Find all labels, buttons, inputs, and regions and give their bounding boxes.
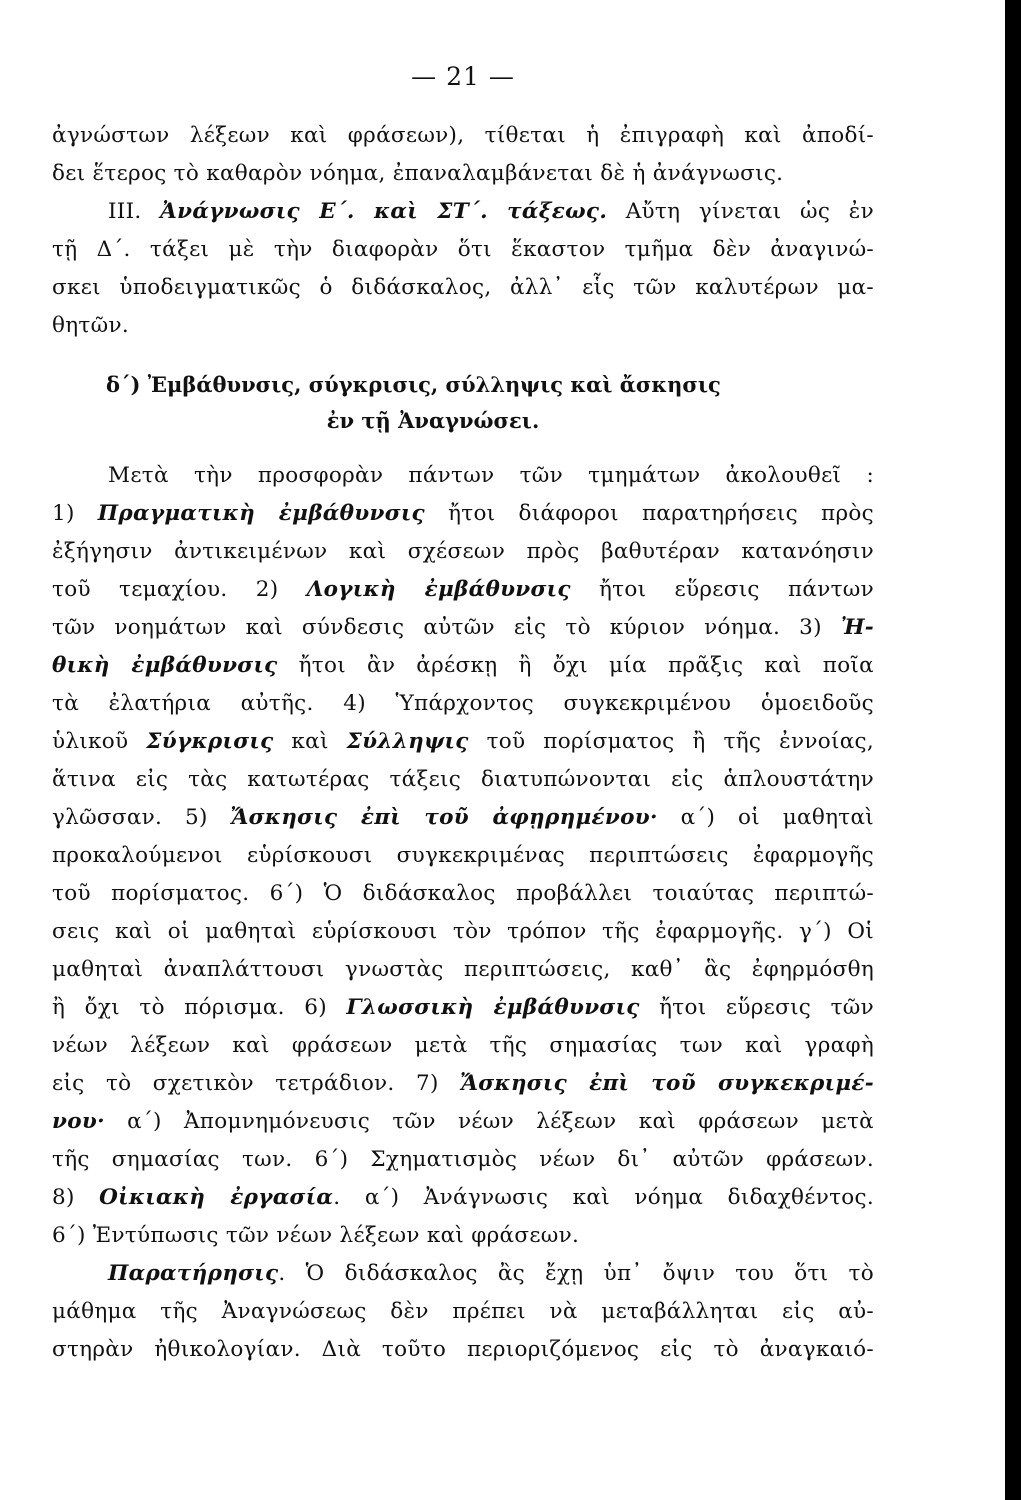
- emphasis-term: Γλωσσικὴ ἐμβάθυνσις: [346, 995, 640, 1020]
- text-line: προκαλούμενοι εὑρίσκουσι συγκεκριμένας περιπτώσεις ἐφαρμογῆς: [52, 843, 874, 868]
- text-line: σεις καὶ οἱ μαθηταὶ εὑρίσκουσι τὸν τρόπον τῆς ἐφαρμογῆς. γ΄) Οἱ: [52, 919, 874, 944]
- text-run: α΄) Ἀπομνημόνευσις τῶν νέων λέξεων καὶ φράσεων μετὰ: [104, 1109, 874, 1134]
- emphasis-term: Πραγματικὴ ἐμβάθυνσις: [97, 501, 425, 526]
- text-run: ἢ ὄχι τὸ πόρισμα. 6): [52, 995, 347, 1020]
- text-line: [52, 723, 874, 761]
- text-run: ἤτοι διάφοροι παρατηρήσεις πρὸς: [424, 501, 874, 526]
- text-run: 1): [52, 501, 98, 526]
- text-line: [52, 989, 874, 1027]
- emphasis-term: Ἠ-: [840, 615, 874, 640]
- text-line: στηρὰν ἠθικολογίαν. Διὰ τοῦτο περιοριζόμενος εἰς τὸ ἀναγκαιό-: [52, 1337, 874, 1362]
- text-line: θητῶν.: [52, 313, 129, 338]
- text-run: ἤτοι εὕρεσις τῶν: [639, 995, 874, 1020]
- text-run: ὑλικοῦ: [52, 729, 147, 754]
- text-line: τοῦ πορίσματος. 6΄) Ὁ διδάσκαλος προβάλλει τοιαύτας περιπτώ-: [52, 881, 874, 906]
- paragraph-remark: [52, 1255, 874, 1369]
- text-line: μαθηταὶ ἀναπλάττουσι γνωστὰς περιπτώσεις, καθ᾿ ἃς ἐφηρμόσθη: [52, 957, 874, 982]
- text-line: 6΄) Ἐντύπωσις τῶν νέων λέξεων καὶ φράσεων.: [52, 1223, 580, 1248]
- text-line: [52, 1103, 874, 1141]
- emphasis-term: Σύλληψις: [346, 729, 469, 754]
- paragraph-main: [52, 457, 874, 1255]
- text-line: [52, 799, 874, 837]
- text-line: σκει ὑποδειγματικῶς ὁ διδάσκαλος, ἀλλ᾿ εἷς τῶν καλυτέρων μα-: [52, 275, 874, 300]
- text-run: εἰς τὸ σχετικὸν τετράδιον. 7): [52, 1071, 461, 1096]
- text-run: . α΄) Ἀνάγνωσις καὶ νόημα διδαχθέντος.: [333, 1185, 875, 1210]
- text-line: Μετὰ τὴν προσφορὰν πάντων τῶν τμημάτων ἀκολουθεῖ :: [108, 463, 874, 488]
- text-line: ἀγνώστων λέξεων καὶ φράσεων), τίθεται ἡ ἐπιγραφὴ καὶ ἀποδί-: [52, 123, 874, 148]
- paragraph-section-iii: [52, 193, 874, 345]
- page-number: — 21 —: [411, 62, 515, 91]
- section-heading-continued: ἐν τῇ Ἀναγνώσει.: [326, 408, 540, 433]
- text-line: μάθημα τῆς Ἀναγνώσεως δὲν πρέπει νὰ μεταβάλληται εἰς αὐ-: [52, 1299, 874, 1324]
- emphasis-term: Ἄσκησις ἐπὶ τοῦ ἀφῃρημένου·: [230, 805, 658, 830]
- text-line: ἅτινα εἰς τὰς κατωτέρας τάξεις διατυπώνονται εἰς ἁπλουστάτην: [52, 767, 874, 792]
- section-heading: δ΄) Ἐμβάθυνσις, σύγκρισις, σύλληψις καὶ ἄσκησις: [106, 372, 721, 397]
- text-line: [52, 647, 874, 685]
- text-line: ἐξήγησιν ἀντικειμένων καὶ σχέσεων πρὸς βαθυτέραν κατανόησιν: [52, 539, 874, 564]
- emphasis-term: θικὴ ἐμβάθυνσις: [52, 653, 278, 678]
- emphasis-term: Ἄσκησις ἐπὶ τοῦ συγκεκριμέ-: [460, 1071, 874, 1096]
- text-line: [52, 1255, 874, 1293]
- text-run: καὶ: [273, 729, 347, 754]
- text-run: α΄) οἱ μαθηταὶ: [657, 805, 874, 830]
- text-line: [52, 1179, 874, 1217]
- paragraph-continuation: [52, 117, 874, 193]
- text-run: Αὔτη γίνεται ὡς ἐν: [607, 199, 874, 224]
- text-line: [52, 193, 874, 231]
- text-line: [52, 495, 874, 533]
- text-line: τὰ ἐλατήρια αὐτῆς. 4) Ὑπάρχοντος συγκεκριμένου ὁμοειδοῦς: [52, 691, 874, 716]
- emphasis-term: Λογικὴ ἐμβάθυνσις: [306, 577, 571, 602]
- text-line: τῇ Δ΄. τάξει μὲ τὴν διαφορὰν ὅτι ἕκαστον τμῆμα δὲν ἀναγινώ-: [52, 237, 874, 262]
- text-run: ἤτοι ἂν ἀρέσκῃ ἢ ὄχι μία πρᾶξις καὶ ποῖα: [277, 653, 874, 678]
- text-run: τοῦ τεμαχίου. 2): [52, 577, 307, 602]
- text-line: [52, 1065, 874, 1103]
- text-run: . Ὁ διδάσκαλος ἂς ἔχῃ ὑπ᾿ ὄψιν του ὅτι τὸ: [278, 1261, 874, 1286]
- emphasis-term: Παρατήρησις: [108, 1261, 279, 1286]
- text-line: νέων λέξεων καὶ φράσεων μετὰ τῆς σημασίας των καὶ γραφὴ: [52, 1033, 874, 1058]
- emphasis-term: Οἰκιακὴ ἐργασία: [99, 1185, 334, 1210]
- emphasis-term: Σύγκρισις: [146, 729, 274, 754]
- text-line: [52, 609, 874, 647]
- emphasis-term: νου·: [52, 1109, 105, 1134]
- text-run: τοῦ πορίσματος ἢ τῆς ἐννοίας,: [468, 729, 874, 754]
- text-run: ἤτοι εὕρεσις πάντων: [570, 577, 874, 602]
- section-number: III.: [108, 199, 161, 224]
- text-line: δει ἕτερος τὸ καθαρὸν νόημα, ἐπαναλαμβάνεται δὲ ἡ ἀνάγνωσις.: [52, 161, 784, 186]
- section-title: Ἀνάγνωσις Ε΄. καὶ ΣΤ΄. τάξεως.: [160, 199, 608, 224]
- book-page: [52, 62, 874, 1369]
- text-line: [52, 571, 874, 609]
- text-line: τῆς σημασίας των. 6΄) Σχηματισμὸς νέων δι᾿ αὐτῶν φράσεων.: [52, 1147, 874, 1172]
- text-run: γλῶσσαν. 5): [52, 805, 231, 830]
- text-run: 8): [52, 1185, 100, 1210]
- text-run: τῶν νοημάτων καὶ σύνδεσις αὐτῶν εἰς τὸ κύριον νόημα. 3): [52, 615, 841, 640]
- scan-page-edge: [1005, 0, 1021, 1500]
